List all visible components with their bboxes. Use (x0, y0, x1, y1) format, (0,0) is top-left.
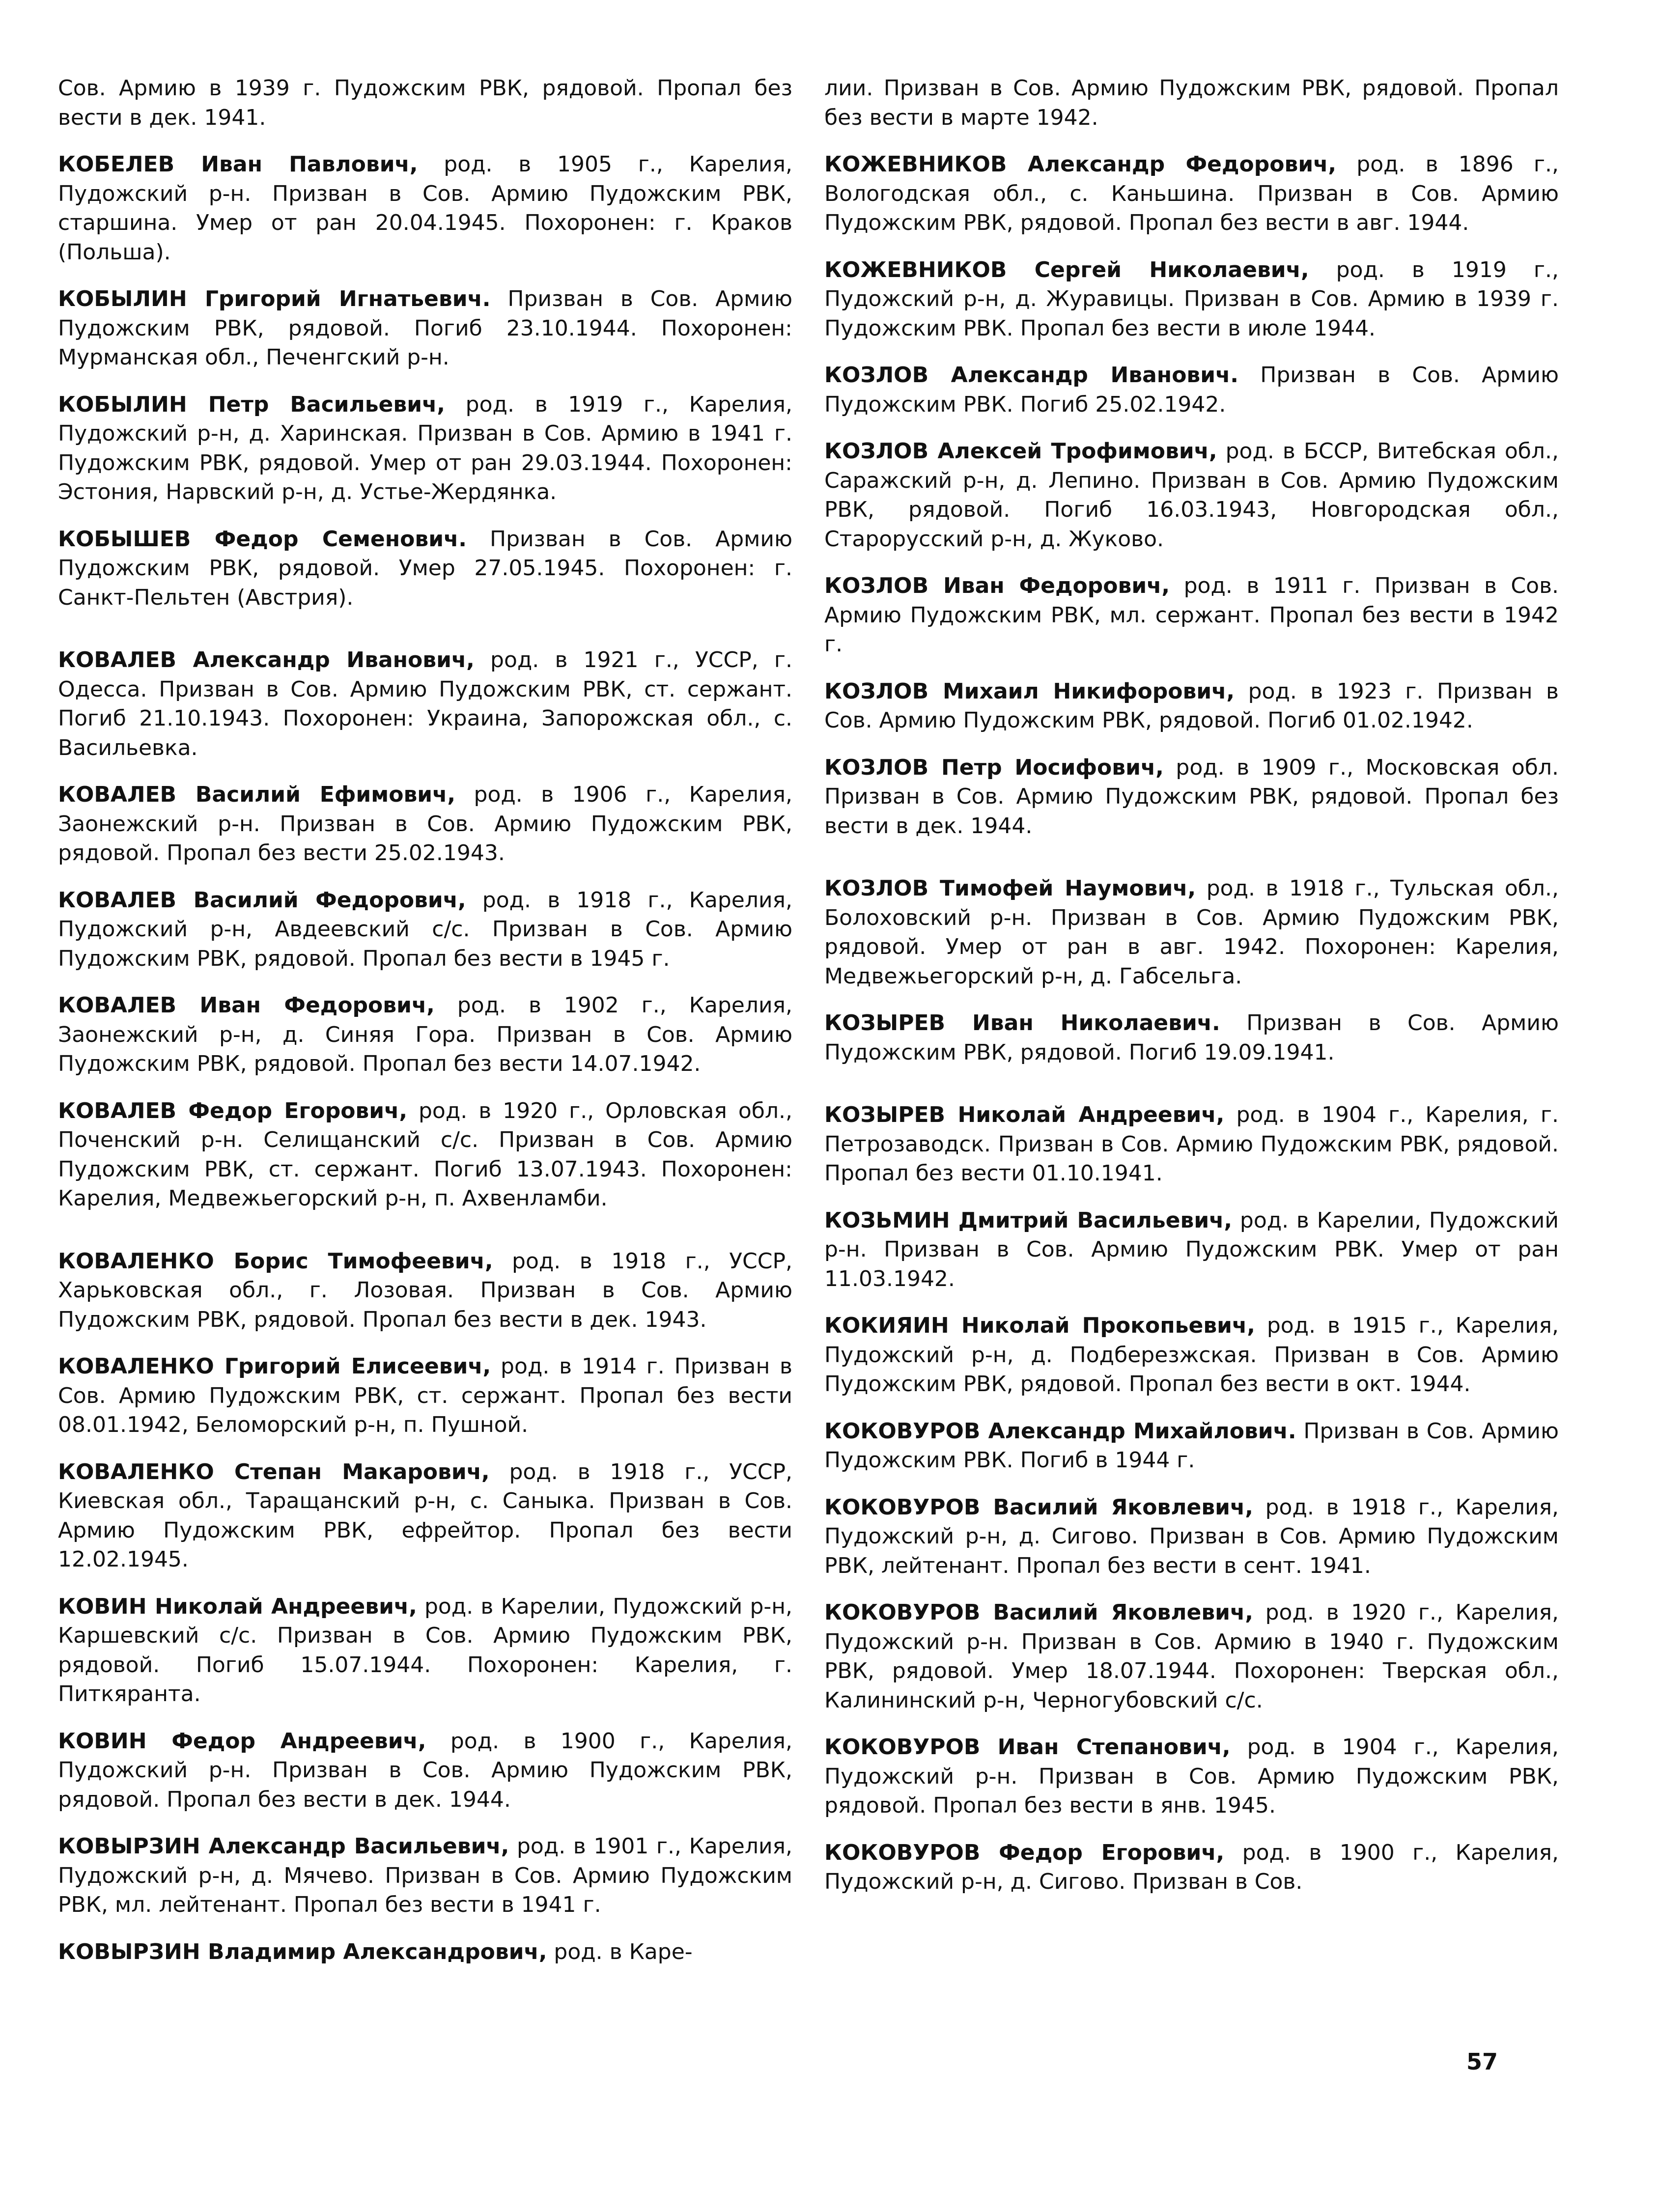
person-name: КОВАЛЕНКО Григорий Елисеевич, (58, 1354, 491, 1379)
entry-text: лии. Призван в Сов. Армию Пудожским РВК, рядовой. Пропал без вести в марте 1942. (824, 76, 1559, 130)
entry-text: род. в 1918 г., УССР, Киевская обл., Таращанский р-н, с. Саныка. Призван в Сов. Армию Пудожским РВК, ефрейтор. Пропал без вести 12.02.1945. (58, 1459, 793, 1572)
register-entry (824, 361, 1559, 419)
register-entry (58, 525, 792, 613)
person-name: КОЗЛОВ Тимофей Наумович, (824, 876, 1196, 901)
entry-text: род. в 1923 г. Призван в Сов. Армию Пудожским РВК, рядовой. Погиб 01.02.1942. (824, 678, 1559, 733)
entry-text: Призван в Сов. Армию Пудожским РВК, рядовой. Умер 27.05.1945. Похоронен: г. Санкт-Пельтен (Австрия). (58, 526, 792, 610)
register-entry (58, 1247, 792, 1335)
entry-text: род. в 1914 г. Призван в Сов. Армию Пудожским РВК, ст. сержант. Пропал без вести 08.01.1942, Беломорский р-н, п. Пушной. (58, 1354, 792, 1437)
person-name: КОЗЛОВ Петр Иосифович, (824, 755, 1164, 780)
entry-text: Призван в Сов. Армию Пудожским РВК, рядовой. Погиб 23.10.1944. Похоронен: Мурманская обл., Печенгский р-н. (58, 286, 792, 370)
register-entry (58, 886, 792, 974)
entry-text: род. в Карелии, Пудожский р-н, Каршевский с/с. Призван в Сов. Армию Пудожским РВК, рядовой. Погиб 15.07.1944. Похоронен: Карелия, г. Питкяранта. (58, 1594, 793, 1707)
register-entry (824, 437, 1559, 554)
register-entry (824, 150, 1559, 238)
person-name: КОЖЕВНИКОВ Сергей Николаевич, (824, 257, 1309, 282)
person-name: КОБЫЛИН Петр Васильевич, (58, 392, 445, 417)
person-name: КОЗЫРЕВ Николай Андреевич, (824, 1102, 1225, 1127)
register-entry (824, 571, 1559, 659)
register-entry (58, 284, 792, 372)
entry-text: род. в 1918 г., Карелия, Пудожский р-н, Авдеевский с/с. Призван в Сов. Армию Пудожским РВК, рядовой. Пропал без вести в 1945 г. (58, 887, 792, 971)
entry-text: род. в 1919 г., Пудожский р-н, д. Журавицы. Призван в Сов. Армию в 1939 г. Пудожским РВК. Пропал без вести в июле 1944. (824, 257, 1559, 341)
entry-text: род. в БССР, Витебская обл., Саражский р-н, д. Лепино. Призван в Сов. Армию Пудожским РВК, рядовой. Погиб 16.03.1943, Новгородская обл., Старорусский р-н, д. Жуково. (824, 439, 1559, 552)
person-name: КОЗЛОВ Александр Иванович. (824, 363, 1239, 388)
entry-text: род. в 1915 г., Карелия, Пудожский р-н, д. Подберезжская. Призван в Сов. Армию Пудожским РВК, рядовой. Пропал без вести в окт. 1944. (824, 1313, 1559, 1397)
entry-text: род. в Карелии, Пудожский р-н. Призван в Сов. Армию Пудожским РВК. Умер от ран 11.03.1942. (824, 1207, 1559, 1291)
register-entry (824, 753, 1559, 841)
entry-text: род. в 1905 г., Карелия, Пудожский р-н. Призван в Сов. Армию Пудожским РВК, старшина. Умер от ран 20.04.1945. Похоронен: г. Краков (Польша). (58, 152, 792, 265)
entry-text: род. в 1904 г., Карелия, г. Петрозаводск. Призван в Сов. Армию Пудожским РВК, рядовой. Пропал без вести 01.10.1941. (824, 1102, 1559, 1186)
entry-text: род. в 1920 г., Орловская обл., Поченский р-н. Селищанский с/с. Призван в Сов. Армию Пудожским РВК, ст. сержант. Погиб 13.07.1943. Похоронен: Карелия, Медвежьегорский р-н, п. Ахвенламби. (58, 1098, 792, 1211)
entry-text: род. в 1918 г., УССР, Харьковская обл., г. Лозовая. Призван в Сов. Армию Пудожским РВК, рядовой. Пропал без вести в дек. 1943. (58, 1248, 793, 1332)
person-name: КОКОВУРОВ Александр Михайлович. (824, 1418, 1296, 1444)
entry-text: род. в 1901 г., Карелия, Пудожский р-н, д. Мячево. Призван в Сов. Армию Пудожским РВК, мл. лейтенант. Пропал без вести в 1941 г. (58, 1834, 792, 1917)
person-name: КОЗЛОВ Михаил Никифорович, (824, 678, 1235, 704)
register-entry (824, 1100, 1559, 1188)
right-column (824, 74, 1559, 1914)
register-entry (824, 874, 1559, 991)
entry-text: род. в 1919 г., Карелия, Пудожский р-н, д. Харинская. Призван в Сов. Армию в 1941 г. Пудожским РВК, рядовой. Умер от ран 29.03.1944. Похоронен: Эстония, Нарвский р-н, д. Устье-Жердянка. (58, 392, 792, 504)
person-name: КОЗЫРЕВ Иван Николаевич. (824, 1010, 1220, 1036)
person-name: КОБЕЛЕВ Иван Павлович, (58, 152, 418, 177)
person-name: КОКОВУРОВ Иван Степанович, (824, 1735, 1231, 1760)
register-entry (824, 1206, 1559, 1294)
left-column (58, 74, 792, 1984)
person-name: КОЗЛОВ Алексей Трофимович, (824, 439, 1217, 464)
register-entry (58, 1727, 792, 1815)
entry-text: Призван в Сов. Армию Пудожским РВК, рядовой. Погиб 19.09.1941. (824, 1010, 1559, 1065)
entry-text: род. в 1920 г., Карелия, Пудожский р-н. Призван в Сов. Армию в 1940 г. Пудожским РВК, рядовой. Умер 18.07.1944. Похоронен: Тверская обл., Калининский р-н, Черногубовский с/с. (824, 1600, 1559, 1713)
entry-text: род. в 1896 г., Вологодская обл., с. Каньшина. Призван в Сов. Армию Пудожским РВК, рядовой. Пропал без вести в авг. 1944. (824, 152, 1559, 235)
entry-continuation (58, 74, 792, 132)
register-entry (824, 1598, 1559, 1715)
person-name: КОБЫЛИН Григорий Игнатьевич. (58, 286, 491, 311)
person-name: КОЗЛОВ Иван Федорович, (824, 573, 1170, 598)
register-entry (58, 390, 792, 507)
register-entry (58, 1592, 792, 1709)
person-name: КОЖЕВНИКОВ Александр Федорович, (824, 152, 1337, 177)
entry-text: род. в 1904 г., Карелия, Пудожский р-н. Призван в Сов. Армию Пудожским РВК, рядовой. Пропал без вести в янв. 1945. (824, 1735, 1559, 1818)
register-entry (58, 1832, 792, 1920)
entry-text: род. в 1918 г., Карелия, Пудожский р-н, д. Сигово. Призван в Сов. Армию Пудожским РВК, лейтенант. Пропал без вести в сент. 1941. (824, 1494, 1559, 1578)
register-entry (824, 1417, 1559, 1475)
person-name: КОКОВУРОВ Василий Яковлевич, (824, 1600, 1253, 1625)
register-entry (824, 1008, 1559, 1067)
entry-text: Призван в Сов. Армию Пудожским РВК. Погиб в 1944 г. (824, 1418, 1559, 1473)
person-name: КОКОВУРОВ Василий Яковлевич, (824, 1494, 1253, 1520)
person-name: КОКОВУРОВ Федор Егорович, (824, 1840, 1225, 1865)
register-entry (824, 1493, 1559, 1581)
person-name: КОВАЛЕНКО Степан Макарович, (58, 1459, 490, 1484)
person-name: КОВЫРЗИН Владимир Александрович, (58, 1939, 547, 1964)
person-name: КОВЫРЗИН Александр Васильевич, (58, 1834, 509, 1859)
person-name: КОВИН Федор Андреевич, (58, 1728, 426, 1754)
person-name: КОВАЛЕВ Александр Иванович, (58, 647, 475, 672)
register-entry (824, 677, 1559, 735)
person-name: КОЗЬМИН Дмитрий Васильевич, (824, 1207, 1233, 1233)
person-name: КОВАЛЕВ Василий Ефимович, (58, 782, 456, 807)
person-name: КОКИЯИН Николай Прокопьевич, (824, 1313, 1255, 1338)
entry-text: род. в 1900 г., Карелия, Пудожский р-н, д. Сигово. Призван в Сов. (824, 1840, 1559, 1894)
entry-text: род. в 1911 г. Призван в Сов. Армию Пудожским РВК, мл. сержант. Пропал без вести в 1942 г. (824, 573, 1559, 657)
entry-text: Призван в Сов. Армию Пудожским РВК. Погиб 25.02.1942. (824, 363, 1559, 417)
register-entry (58, 1096, 792, 1213)
person-name: КОВАЛЕВ Василий Федорович, (58, 887, 466, 913)
person-name: КОВАЛЕВ Федор Егорович, (58, 1098, 408, 1123)
register-entry (824, 1733, 1559, 1820)
register-entry (58, 1457, 792, 1574)
entry-text: род. в 1918 г., Тульская обл., Болоховский р-н. Призван в Сов. Армию Пудожским РВК, рядовой. Умер от ран в авг. 1942. Похоронен: Карелия, Медвежьегорский р-н, д. Габсельга. (824, 876, 1559, 989)
entry-text: род. в 1906 г., Карелия, Заонежский р-н. Призван в Сов. Армию Пудожским РВК, рядовой. Пропал без вести 25.02.1943. (58, 782, 793, 866)
entry-text: Сов. Армию в 1939 г. Пудожским РВК, рядовой. Пропал без вести в дек. 1941. (58, 76, 792, 130)
page-number: 57 (1466, 2048, 1498, 2075)
register-entry (58, 1352, 792, 1440)
person-name: КОВИН Николай Андреевич, (58, 1594, 417, 1619)
register-entry (58, 645, 792, 762)
register-entry (58, 1937, 792, 1967)
person-name: КОБЫШЕВ Федор Семенович. (58, 526, 467, 552)
entry-continuation (824, 74, 1559, 132)
register-entry (824, 1311, 1559, 1399)
register-entry (58, 150, 792, 267)
register-entry (824, 1838, 1559, 1897)
person-name: КОВАЛЕНКО Борис Тимофеевич, (58, 1248, 493, 1274)
register-entry (58, 991, 792, 1079)
entry-text: род. в 1909 г., Московская обл. Призван в Сов. Армию Пудожским РВК, рядовой. Пропал без вести в дек. 1944. (824, 755, 1559, 839)
person-name: КОВАЛЕВ Иван Федорович, (58, 993, 435, 1018)
entry-text: род. в 1921 г., УССР, г. Одесса. Призван в Сов. Армию Пудожским РВК, ст. сержант. Погиб 21.10.1943. Похоронен: Украина, Запорожская обл., с. Васильевка. (58, 647, 792, 760)
entry-text: род. в 1902 г., Карелия, Заонежский р-н, д. Синяя Гора. Призван в Сов. Армию Пудожским РВК, рядовой. Пропал без вести 14.07.1942. (58, 993, 793, 1076)
entry-text: род. в 1900 г., Карелия, Пудожский р-н. Призван в Сов. Армию Пудожским РВК, рядовой. Пропал без вести в дек. 1944. (58, 1728, 792, 1812)
entry-text: род. в Каре- (547, 1939, 693, 1964)
register-entry (824, 255, 1559, 343)
register-entry (58, 780, 792, 868)
